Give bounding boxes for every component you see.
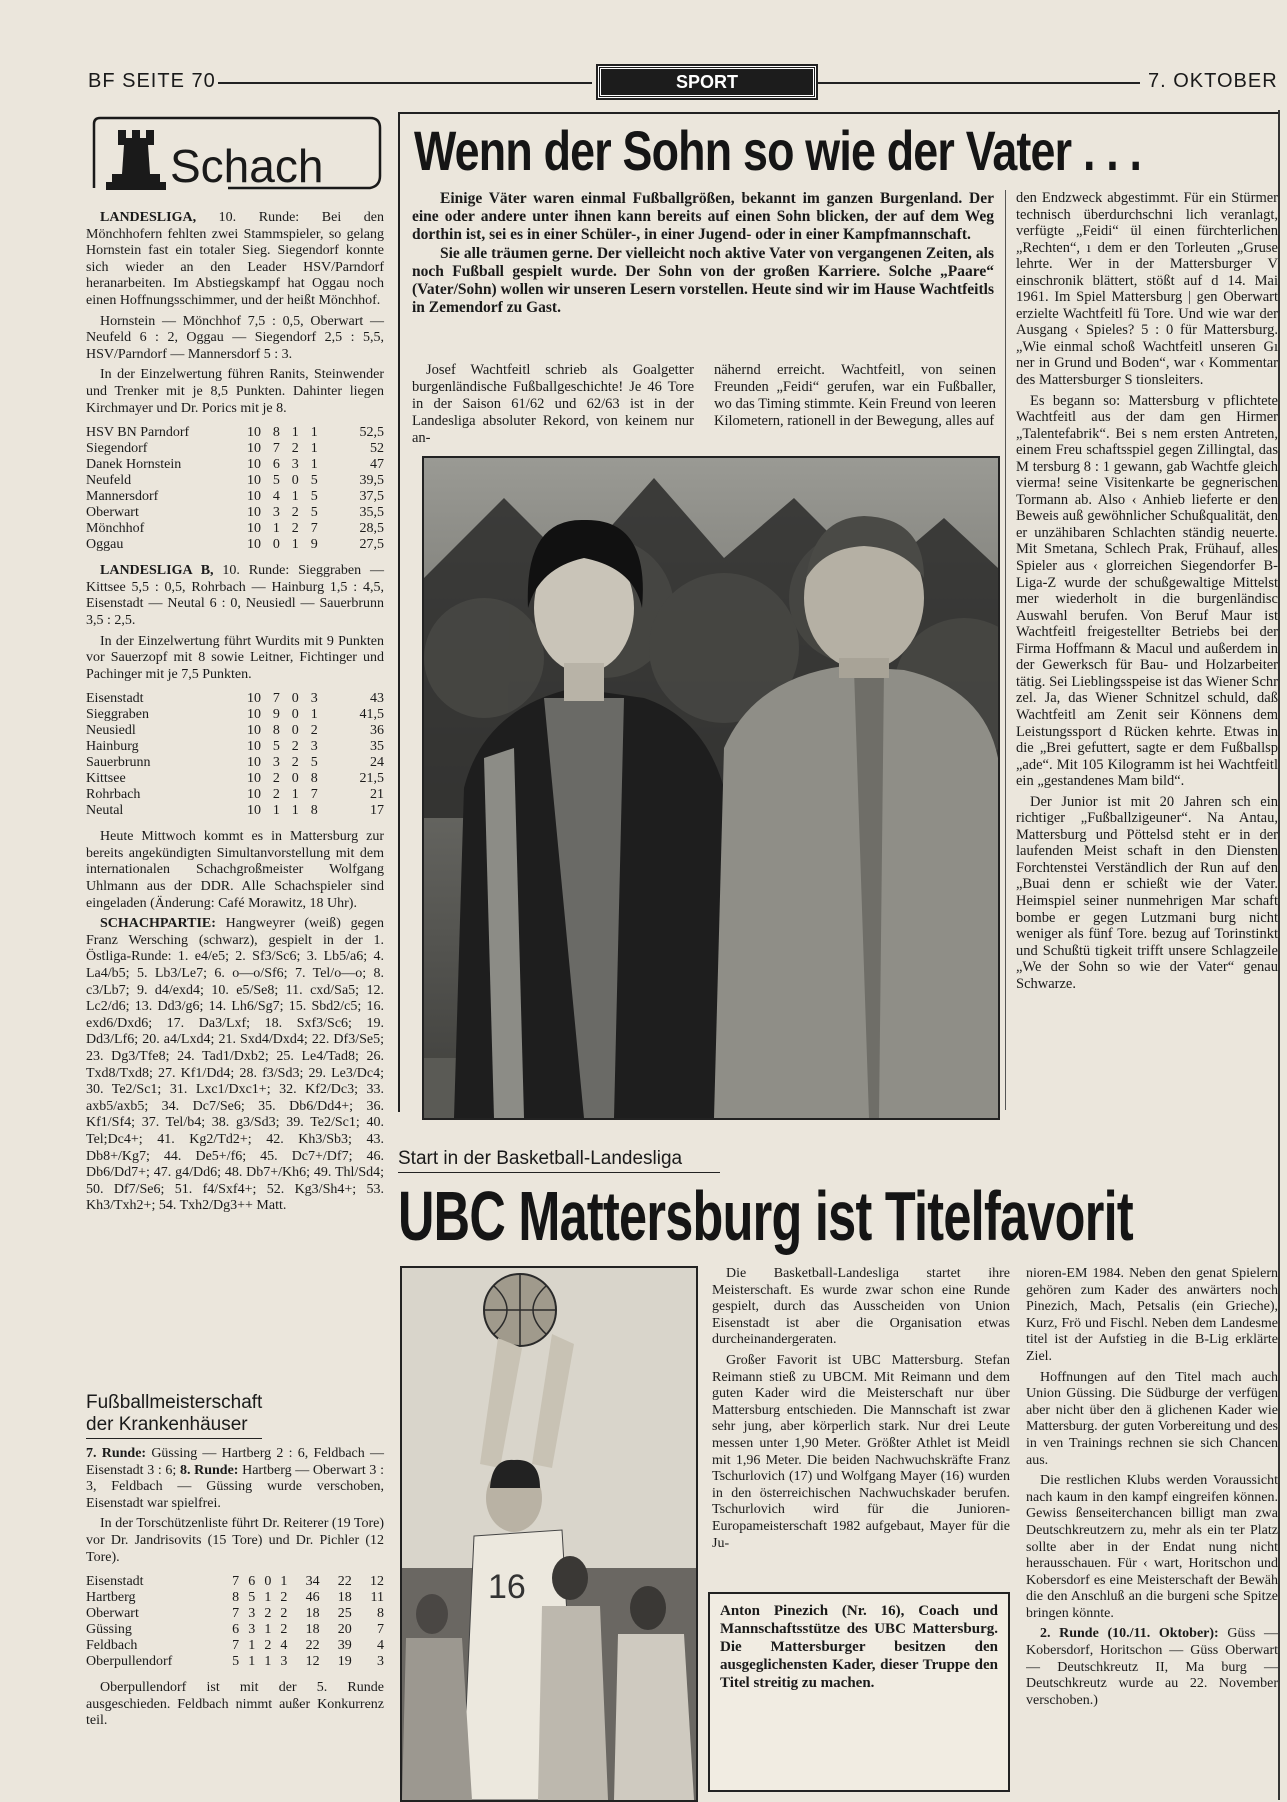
stat-cell: 3	[272, 505, 280, 521]
stat-cell: 10	[246, 691, 261, 707]
ubc-headline: UBC Mattersburg ist Titelfavorit	[398, 1177, 1133, 1255]
schach-paragraph: Hornstein — Mönchhof 7,5 : 0,5, Oberwart — Neufeld 6 : 2, Oggau — Siegendorf 2,5 : 5,5, HSV/Parndorf — Mannersdorf 5 : 3.	[86, 313, 384, 362]
stat-cell: 1	[291, 803, 299, 819]
stat-cell: 10	[246, 739, 261, 755]
stat-cell: 5	[310, 755, 318, 771]
stat-cell: 0	[291, 723, 299, 739]
stat-cell: 2	[264, 1638, 272, 1654]
team-name: Sieggraben	[86, 707, 149, 723]
stat-cell: 28,5	[359, 521, 384, 537]
schach-paragraph: LANDESLIGA, 10. Runde: Bei den Mönchhofern fehlten zwei Stammspieler, so gelang Hornstein fast ein totaler Sieg. Siegendorf konnte sich wieder an den Leader HSV/Parndorf heranarbeiten. Im Abstiegskampf hat Oggau noch einen Hoffnungsschimmer, und der heißt Mönchhof.	[86, 210, 384, 308]
stat-cell: 1	[264, 1590, 272, 1606]
chess-rook-icon	[106, 130, 166, 190]
table-row	[86, 739, 384, 755]
table-row	[86, 707, 384, 723]
stat-cell: 46	[305, 1590, 320, 1606]
stat-cell: 7	[377, 1622, 384, 1638]
schach-logo-text: Schach	[170, 140, 324, 192]
table-row	[86, 457, 384, 473]
basketball-caption: Anton Pinezich (Nr. 16), Coach und Mannschaftsstütze des UBC Mattersburg. Die Mattersburger besitzen den ausgeglichensten Kader, dieser Truppe den Titel streitig zu machen.	[708, 1592, 1010, 1792]
stat-cell: 2	[272, 771, 280, 787]
header-rule-left	[218, 82, 592, 84]
stat-cell: 12	[370, 1574, 384, 1590]
stat-cell: 2	[291, 441, 299, 457]
basketball-icon	[484, 1274, 556, 1346]
stat-cell: 0	[291, 473, 299, 489]
table-row	[86, 1590, 384, 1606]
stat-cell: 3	[248, 1606, 256, 1622]
stat-cell: 5	[248, 1590, 256, 1606]
page-edge-rule	[1278, 110, 1280, 1800]
stat-cell: 8	[310, 771, 318, 787]
stat-cell: 10	[246, 457, 261, 473]
stat-cell: 5	[232, 1654, 240, 1670]
stat-cell: 3	[280, 1654, 288, 1670]
team-name: Mönchhof	[86, 521, 145, 537]
ubc-column-2: nioren-EM 1984. Neben den genat Spielern gehören zum Kader des anwärters noch Pinezich, Mach, Petsalis (ein Grieche), Kurz, Frö und Fischl. Neben dem Landesme titel ist der Aufstieg in die B-Lig erklärte Ziel. Hoffnungen auf den Titel mach auch Union Güssing. Die Südburge der verfügen aber nicht über den ä glichenen Kader wie Mattersburg. der guten Vorbereitung und des in ven Trainings rechnen sie sich Chancen aus. Die restlichen Klubs werden Voraussicht nach kaum in den kampf eingreifen können. Gewiss ßenseiterchancen billigt man zwa Deutschkreutzern zu, mehr als ein ter Platz sollte aber in der Endat nung nicht herausschauen. Für ‹ wart, Horitschon und Kobersdorf es eine Meisterschaft der Bewäh die den Anschluß an die burgeni sche Spitze bringen könnte. 2. Runde (10./11. Oktober): Güss — Kobersdorf, Horitschon — Güss Oberwart — Deutschkreutz II, Ma burg — Deutschkreutz wurde au 22. November verschoben.)	[1026, 1266, 1278, 1708]
section-label: SPORT	[598, 66, 816, 98]
stat-cell: 18	[305, 1622, 320, 1638]
team-name: Mannersdorf	[86, 489, 159, 505]
table-row	[86, 1606, 384, 1622]
stat-cell: 1	[310, 457, 318, 473]
table-row	[86, 1638, 384, 1654]
stat-cell: 1	[248, 1638, 256, 1654]
stat-cell: 6	[232, 1622, 240, 1638]
stat-cell: 10	[246, 787, 261, 803]
stat-cell: 1	[291, 787, 299, 803]
stat-cell: 7	[310, 787, 318, 803]
schach-paragraph: LANDESLIGA B, 10. Runde: Sieggraben — Kittsee 5,5 : 0,5, Rohrbach — Hainburg 1,5 : 4,5, Eisenstadt — Neutal 6 : 0, Neusiedl — Sauerbrunn 3,5 : 2,5.	[86, 563, 384, 628]
schach-logo	[88, 116, 386, 196]
page-number: BF SEITE 70	[88, 70, 216, 92]
stat-cell: 21,5	[359, 771, 384, 787]
stat-cell: 1	[248, 1654, 256, 1670]
stat-cell: 41,5	[359, 707, 384, 723]
table-row	[86, 787, 384, 803]
kh-paragraph: Oberpullendorf ist mit der 5. Runde ausgeschieden. Feldbach nimmt außer Konkurrenz teil.	[86, 1680, 384, 1729]
team-name: HSV BN Parndorf	[86, 425, 190, 441]
stat-cell: 6	[248, 1574, 256, 1590]
stat-cell: 24	[370, 755, 384, 771]
stat-cell: 18	[337, 1590, 352, 1606]
stat-cell: 1	[280, 1574, 288, 1590]
stat-cell: 37,5	[359, 489, 384, 505]
stat-cell: 35	[370, 739, 384, 755]
kh-paragraph: In der Torschützenliste führt Dr. Reiterer (19 Tore) vor Dr. Jandrisovits (15 Tore) und Dr. Pichler (12 Tore).	[86, 1516, 384, 1565]
stat-cell: 10	[246, 707, 261, 723]
stat-cell: 3	[272, 755, 280, 771]
stat-cell: 1	[264, 1654, 272, 1670]
stat-cell: 2	[272, 787, 280, 803]
schach-paragraph: Heute Mittwoch kommt es in Mattersburg zur bereits angekündigten Simultanvorstellung mit dem internationalen Schachgroßmeister Wolfgang Uhlmann aus der DDR. Alle Schachspieler sind eingeladen (Änderung: Café Morawitz, 18 Uhr).	[86, 829, 384, 911]
stat-cell: 7	[272, 691, 280, 707]
stat-cell: 5	[310, 505, 318, 521]
stat-cell: 1	[291, 425, 299, 441]
stat-cell: 4	[377, 1638, 384, 1654]
standings-table-krankenhaus	[86, 1574, 384, 1670]
team-name: Hartberg	[86, 1590, 136, 1606]
stat-cell: 3	[310, 691, 318, 707]
stat-cell: 6	[272, 457, 280, 473]
team-name: Oggau	[86, 537, 124, 553]
standings-table-landesliga	[86, 425, 384, 553]
subhead-rule	[86, 1438, 262, 1439]
stat-cell: 7	[232, 1638, 240, 1654]
schach-column	[86, 210, 384, 1219]
stat-cell: 27,5	[359, 537, 384, 553]
stat-cell: 10	[246, 723, 261, 739]
team-name: Rohrbach	[86, 787, 141, 803]
stat-cell: 2	[291, 755, 299, 771]
team-name: Neufeld	[86, 473, 132, 489]
basketball-image	[402, 1268, 696, 1800]
team-name: Oberpullendorf	[86, 1654, 173, 1670]
team-name: Kittsee	[86, 771, 126, 787]
stat-cell: 1	[291, 489, 299, 505]
table-row	[86, 473, 384, 489]
ubc-fixtures: 2. Runde (10./11. Oktober): Güss — Kobersdorf, Horitschon — Güss Oberwart — Deutschkreutz II, Ma burg — Deutschkreutz wurde au 22. November verschoben.)	[1026, 1626, 1278, 1708]
team-name: Oberwart	[86, 1606, 139, 1622]
table-row	[86, 755, 384, 771]
stat-cell: 39	[337, 1638, 352, 1654]
stat-cell: 10	[246, 521, 261, 537]
stat-cell: 7	[232, 1606, 240, 1622]
stat-cell: 0	[291, 707, 299, 723]
stat-cell: 9	[272, 707, 280, 723]
stat-cell: 52	[370, 441, 384, 457]
stat-cell: 3	[310, 739, 318, 755]
stat-cell: 17	[370, 803, 384, 819]
basketball-photo	[400, 1266, 698, 1802]
stat-cell: 10	[246, 771, 261, 787]
kh-paragraph: 7. Runde: Güssing — Hartberg 2 : 6, Feldbach — Eisenstadt 3 : 6; 8. Runde: Hartberg — Oberwart 3 : 3, Feldbach — Güssing wurde verschoben, Eisenstadt war spielfrei.	[86, 1446, 384, 1511]
stat-cell: 52,5	[359, 425, 384, 441]
stat-cell: 47	[370, 457, 384, 473]
table-row	[86, 771, 384, 787]
stat-cell: 1	[310, 425, 318, 441]
team-name: Neusiedl	[86, 723, 136, 739]
stat-cell: 19	[337, 1654, 352, 1670]
stat-cell: 10	[246, 803, 261, 819]
svg-text:16: 16	[488, 1568, 526, 1606]
krankenhaus-column	[86, 1446, 384, 1734]
stat-cell: 10	[246, 473, 261, 489]
team-name: Neutal	[86, 803, 124, 819]
stat-cell: 34	[305, 1574, 320, 1590]
father-son-image	[424, 458, 998, 1118]
stat-cell: 0	[264, 1574, 272, 1590]
stat-cell: 10	[246, 489, 261, 505]
team-name: Eisenstadt	[86, 691, 144, 707]
stat-cell: 2	[291, 739, 299, 755]
table-row	[86, 803, 384, 819]
stat-cell: 8	[272, 425, 280, 441]
schach-paragraph: In der Einzelwertung führen Ranits, Steinwender und Trenker mit je 8,5 Punkten. Dahinter liegen Kirchmayer und Dr. Porics mit je 8.	[86, 367, 384, 416]
stat-cell: 8	[272, 723, 280, 739]
ubc-kicker: Start in der Basketball-Landesliga	[398, 1148, 683, 1169]
table-row	[86, 505, 384, 521]
team-name: Oberwart	[86, 505, 139, 521]
stat-cell: 10	[246, 441, 261, 457]
stat-cell: 7	[310, 521, 318, 537]
stat-cell: 4	[272, 489, 280, 505]
issue-date: 7. OKTOBER	[1148, 70, 1278, 92]
stat-cell: 21	[370, 787, 384, 803]
vater-sohn-photo	[422, 456, 1000, 1120]
article-border-top	[398, 112, 1278, 114]
vater-headline: Wenn der Sohn so wie der Vater . . .	[414, 119, 1142, 182]
schach-paragraph: In der Einzelwertung führt Wurdits mit 9 Punkten vor Sauerzopf mit 8 sowie Leitner, Fichtinger und Pachinger mit je 7,5 Punkten.	[86, 633, 384, 682]
stat-cell: 5	[310, 473, 318, 489]
schach-paragraph: SCHACHPARTIE: Hangweyrer (weiß) gegen Franz Wersching (schwarz), gespielt in der 1. Östliga-Runde: 1. e4/e5; 2. Sf3/Sc6; 3. Lb5/a6; 4. La4/b5; 5. Lb3/Le7; 6. o—o/Sf6; 7. Tel/o—o; 8. c3/Lb7; 9. d4/exd4; 10. e5/Se8; 11. cxd/Sa5; 12. Lc2/d6; 13. Dd3/g6; 14. Lh6/Sg7; 15. Sbd2/c5; 16. exd6/Dxd6; 17. Da3/Lxf; 18. Sxf3/Sc6; 19. Dd3/Lf6; 20. a4/Lxd4; 21. Sxd4/Dxd4; 22. Df3/Se5; 23. Dg3/Tfe8; 24. Tad1/Dxb2; 25. Le4/Tad8; 26. Txd8/Txd8; 27. Kf1/Dd4; 28. f3/Sd3; 29. Le3/Dc4; 30. Te2/Sc1; 31. Lxc1/Dxc1+; 32. Kf2/Dc3; 33. axb5/axb5; 34. Dc7/Se6; 35. Db6/Dd4+; 36. Kf1/Sf4; 37. Tel/b4; 38. g3/Sd3; 39. Te2/Sc1; 40. Tel;Dc4+; 41. Kg2/Td2+; 42. Kh3/Sb3; 43. Db8+/Kg7; 44. De5+/f6; 45. Dc7+/Df7; 46. Db6/Dd7+; 47. g4/Dd6; 48. Db7+/Kh6; 49. Thl/Sd4; 50. Df7/Se6; 51. f4/Sxf4+; 52. Kg3/Sh4+; 53. Kh3/Txh2+; 54. Txh2/Dg3++ Matt.	[86, 916, 385, 1214]
team-name: Sauerbrunn	[86, 755, 151, 771]
stat-cell: 20	[337, 1622, 352, 1638]
team-name: Siegendorf	[86, 441, 148, 457]
vater-lead: Einige Väter waren einmal Fußballgrößen, bekannt im ganzen Burgenland. Der eine oder andere unter ihnen kann bereits auf einen Sohn blicken, der auf dem Weg dorthin ist, sei es in einer Schüler-, in einer Jugend- oder in einer Kampfmannschaft. Sie alle träumen gerne. Der vielleicht noch aktive Vater von vergangenen Zeiten, als noch Fußball gespielt wurde. Der Sohn von der großen Karriere. Solche „Paare“ (Vater/Sohn) wollen wir unseren Lesern vorstellen. Heute sind wir im Hause Wachtfeitls in Zemendorf zu Gast.	[412, 190, 994, 317]
stat-cell: 1	[310, 707, 318, 723]
table-row	[86, 441, 384, 457]
table-row	[86, 1622, 384, 1638]
team-name: Güssing	[86, 1622, 132, 1638]
table-row	[86, 691, 384, 707]
team-name: Danek Hornstein	[86, 457, 182, 473]
stat-cell: 8	[232, 1590, 240, 1606]
stat-cell: 2	[291, 505, 299, 521]
table-row	[86, 723, 384, 739]
stat-cell: 1	[291, 537, 299, 553]
stat-cell: 0	[291, 771, 299, 787]
stat-cell: 39,5	[359, 473, 384, 489]
stat-cell: 2	[280, 1590, 288, 1606]
kicker-rule	[398, 1172, 720, 1173]
stat-cell: 36	[370, 723, 384, 739]
header-rule-right	[818, 82, 1140, 84]
table-row	[86, 1574, 384, 1590]
stat-cell: 10	[246, 505, 261, 521]
stat-cell: 22	[337, 1574, 352, 1590]
stat-cell: 8	[377, 1606, 384, 1622]
stat-cell: 35,5	[359, 505, 384, 521]
table-row	[86, 489, 384, 505]
stat-cell: 10	[246, 755, 261, 771]
stat-cell: 1	[264, 1622, 272, 1638]
stat-cell: 5	[310, 489, 318, 505]
stat-cell: 43	[370, 691, 384, 707]
vater-column-b: nähernd erreicht. Wachtfeitl, von seinen Freunden „Feidi“ gerufen, war ein Fußballer, wo das Timing stimmte. Kein Freund von leeren Kilometern, rationell in der Bewegung, alles auf	[714, 362, 996, 429]
stat-cell: 2	[264, 1606, 272, 1622]
stat-cell: 2	[310, 723, 318, 739]
table-row	[86, 425, 384, 441]
team-name: Eisenstadt	[86, 1574, 144, 1590]
stat-cell: 7	[272, 441, 280, 457]
stat-cell: 0	[291, 691, 299, 707]
stat-cell: 9	[310, 537, 318, 553]
krankenhaus-subhead: Fußballmeisterschaft der Krankenhäuser	[86, 1392, 263, 1435]
stat-cell: 18	[305, 1606, 320, 1622]
stat-cell: 2	[280, 1606, 288, 1622]
team-name: Hainburg	[86, 739, 139, 755]
stat-cell: 10	[246, 425, 261, 441]
table-row	[86, 1654, 384, 1670]
stat-cell: 8	[310, 803, 318, 819]
stat-cell: 1	[272, 803, 280, 819]
stat-cell: 7	[232, 1574, 240, 1590]
stat-cell: 3	[291, 457, 299, 473]
stat-cell: 1	[272, 521, 280, 537]
table-row	[86, 521, 384, 537]
stat-cell: 5	[272, 473, 280, 489]
vater-column-a: Josef Wachtfeitl schrieb als Goalgetter burgenländische Fußballgeschichte! Je 46 Tore in der Saison 61/62 und 62/63 ist in der Landesliga absoluter Rekord, von keinem nur an-	[412, 362, 694, 446]
stat-cell: 12	[305, 1654, 320, 1670]
stat-cell: 10	[246, 537, 261, 553]
stat-cell: 22	[305, 1638, 320, 1654]
table-row	[86, 537, 384, 553]
vater-column-right: den Endzweck abgestimmt. Für ein Stürmer technisch überdurchschni lich veranlagt, verfügte „Feidi“ ül einen fürchterlichen „Rechten“, ı dem er den Torleuten „Gruse lehrte. Wer in der Mattersburger V einschronik blättert, stößt auf d 14. Mai 1961. Im Spiel Mattersburg | gen Oberwart erzielte Wachtfeitl fü Tore. Und wie war der Ausgang ‹ Spieles? 5 : 0 für Mattersburg. „Wie einmal schoß Wachtfeitl unseren Gı ner in Grund und Boden“, war ‹ Kommentar des Mattersburger S tionsleiters. Es begann so: Mattersburg v pflichtete Wachtfeitl aus der dam gen Hirmer „Talentefabrik“. Bei s nem ersten Antreten, einem Freu schaftsspiel gegen Zillingtal, das M tersburg 8 : 1 gewann, gab Wachtfe gleich vierma! seine Visitenkarte be gegnerischen Tormann ab. Also ‹ Anhieb lieferte er den Beweis auß gewöhnlicher Schußqualität, den er unzähibaren Schlachten ständig neuerte. Mit Smetana, Schlech Prak, Frühauf, alles Spieler aus ‹ glorreichen Siegendorfer B-Liga-Z wurde der schußgewaltige Mittelst mer wiederholt in die burgenländisc Auswahl berufen. Von Beruf Maur ist Wachtfeitl freigestellter Betriebs bei der Firma Hoffmann & Macul und außerdem in der Gewerksch für Bau- und Holzarbeiter tätig. Sei Lieblingsspeise ist das Wiener Schr zel. Ja, das Wiener Schnitzel schuld, daß Wachtfeitl am Zenit seir Könnens dem Leistungssport d Rücken kehrte. Etwas in die „Brei gefuttert, sagte er dem Fußballsp „ade“. Mit 105 Kilogramm ist hei Wachtfeitl ein „gestandenes Mam bild“. Der Junior ist mit 20 Jahren sch ein richtiger „Fußballzigeuner“. Na Antau, Mattersburg und Pöttelsd steht er in der laufenden Meist schaft in den Diensten Forchtenstei Verständlich der Run auf den „Buai denn er schießt wie der Vater. Heimspiel seiner nunmehrigen Mar schaft bombe er gegen Lutzmani burg nicht weniger als fünf Tore. bezug auf Torinstinkt und Schußtü tigkeit trifft unsere Schlagzeile „We der Sohn so wie der Vater“ genau Schwarze.	[1016, 190, 1278, 992]
stat-cell: 0	[272, 537, 280, 553]
ubc-column-1: Die Basketball-Landesliga startet ihre Meisterschaft. Es wurde zwar schon eine Runde gespielt, durch das Ausscheiden von Union Eisenstadt ist aber die Organisation etwas durcheinandergeraten. Großer Favorit ist UBC Mattersburg. Stefan Reimann stieß zu UBCM. Mit Reimann und dem guten Kader wird die Meisterschaft nur über Mattersburg entschieden. Die Mannschaft ist zwar sehr jung, aber körperlich stark. Nur drei Leute messen unter 1,90 Meter. Größter Athlet ist Meidl mit 1,96 Meter. Die beiden Nachwuchskräfte Franz Tschurlovich (17) und Wolfgang Mayer (16) wurden in den österreichischen Nachwuchskader berufen. Tschurlovich wird für die Junioren-Europameisterschaft 1982 aufgebaut, Mayer für die Ju-	[712, 1266, 1010, 1551]
stat-cell: 11	[370, 1590, 384, 1606]
stat-cell: 2	[280, 1622, 288, 1638]
stat-cell: 3	[377, 1654, 384, 1670]
team-name: Feldbach	[86, 1638, 138, 1654]
article-border-left	[398, 112, 400, 1112]
stat-cell: 3	[248, 1622, 256, 1638]
stat-cell: 2	[291, 521, 299, 537]
stat-cell: 1	[310, 441, 318, 457]
stat-cell: 4	[280, 1638, 288, 1654]
stat-cell: 5	[272, 739, 280, 755]
column-divider	[1005, 190, 1006, 1110]
stat-cell: 25	[337, 1606, 352, 1622]
standings-table-landesliga-b	[86, 691, 384, 819]
